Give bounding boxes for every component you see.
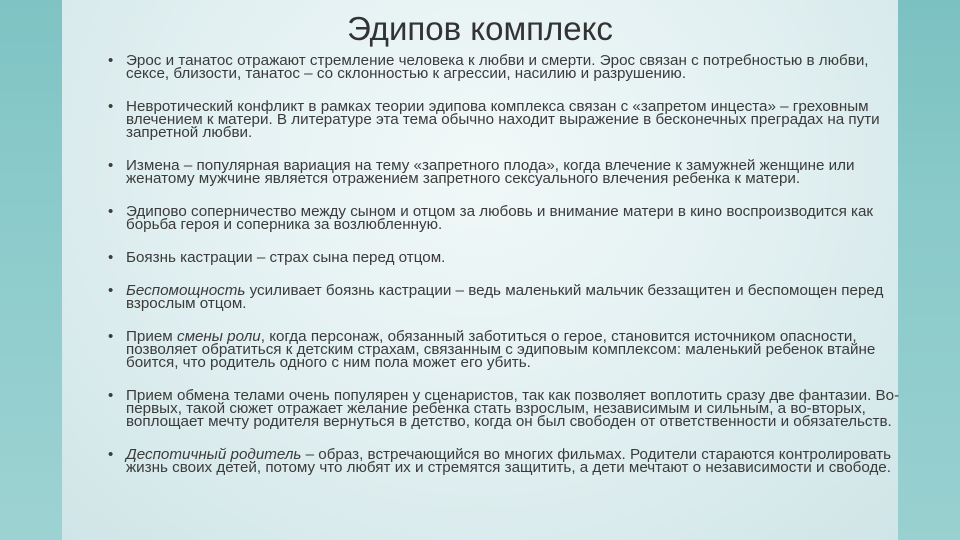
bullet-text-prefix: Прием — [126, 328, 177, 345]
bullet-emphasis: Беспомощность — [126, 282, 246, 299]
bullet-castration-fear — [108, 251, 908, 264]
bullet-text: Невротический конфликт в рамках теории эдипова комплекса связан с «запретом инцеста» – греховным влечением к матери. В литературе эта тема обычно находит выражение в бесконечных преградах на пути запретной любви. — [126, 98, 880, 141]
bullet-emphasis: Деспотичный родитель — [126, 446, 302, 463]
bullet-text: – образ, встречающийся во многих фильмах. Родители стараются контролировать жизнь своих детей, потому что любят их и стремятся защитить, а дети мечтают о независимости и свободе. — [126, 446, 892, 476]
bullet-text: Боязнь кастрации – страх сына перед отцом. — [126, 249, 446, 266]
bullet-text: Эрос и танатос отражают стремление человека к любви и смерти. Эрос связан с потребностью в любви, сексе, близости, танатос – со склонностью к агрессии, насилию и разрушению. — [126, 52, 869, 82]
bullet-neurotic-conflict — [108, 100, 908, 139]
bullet-infidelity — [108, 159, 908, 185]
bullet-text: Эдипово соперничество между сыном и отцом за любовь и внимание матери в кино воспроизводится как борьба героя и соперника за возлюбленную. — [126, 203, 874, 233]
bullet-text: усиливает боязнь кастрации – ведь маленький мальчик беззащитен и беспомощен перед взрослым отцом. — [126, 282, 884, 312]
bullet-list — [108, 54, 908, 494]
bullet-body-swap — [108, 389, 908, 428]
bullet-role-change — [108, 330, 908, 369]
bullet-text: Измена – популярная вариация на тему «запретного плода», когда влечение к замужней женщине или женатому мужчине является отражением запретного сексуального влечения ребенка к матери. — [126, 157, 855, 187]
bullet-oedipal-rivalry — [108, 205, 908, 231]
bullet-eros-thanatos — [108, 54, 908, 80]
slide-title: Эдипов комплекс — [347, 10, 613, 47]
bullet-despotic-parent — [108, 448, 908, 474]
bullet-text: , когда персонаж, обязанный заботиться о герое, становится источником опасности, позволяет обратиться к детским страхам, связанным с эдиповым комплексом: маленький ребенок втайне боится, что родитель одного с ним пола может его убить. — [126, 328, 876, 371]
bullet-helplessness — [108, 284, 908, 310]
left-decor-stripe — [0, 0, 62, 540]
bullet-emphasis: смены роли — [176, 328, 261, 345]
bullet-text: Прием обмена телами очень популярен у сценаристов, так как позволяет воплотить сразу две фантазии. Во-первых, такой сюжет отражает желание ребенка стать взрослым, независимым и сильным, а во-вторых, воплощает мечту родителя вернуться в детство, когда он был свободен от ответственности и обязательств. — [126, 387, 900, 430]
